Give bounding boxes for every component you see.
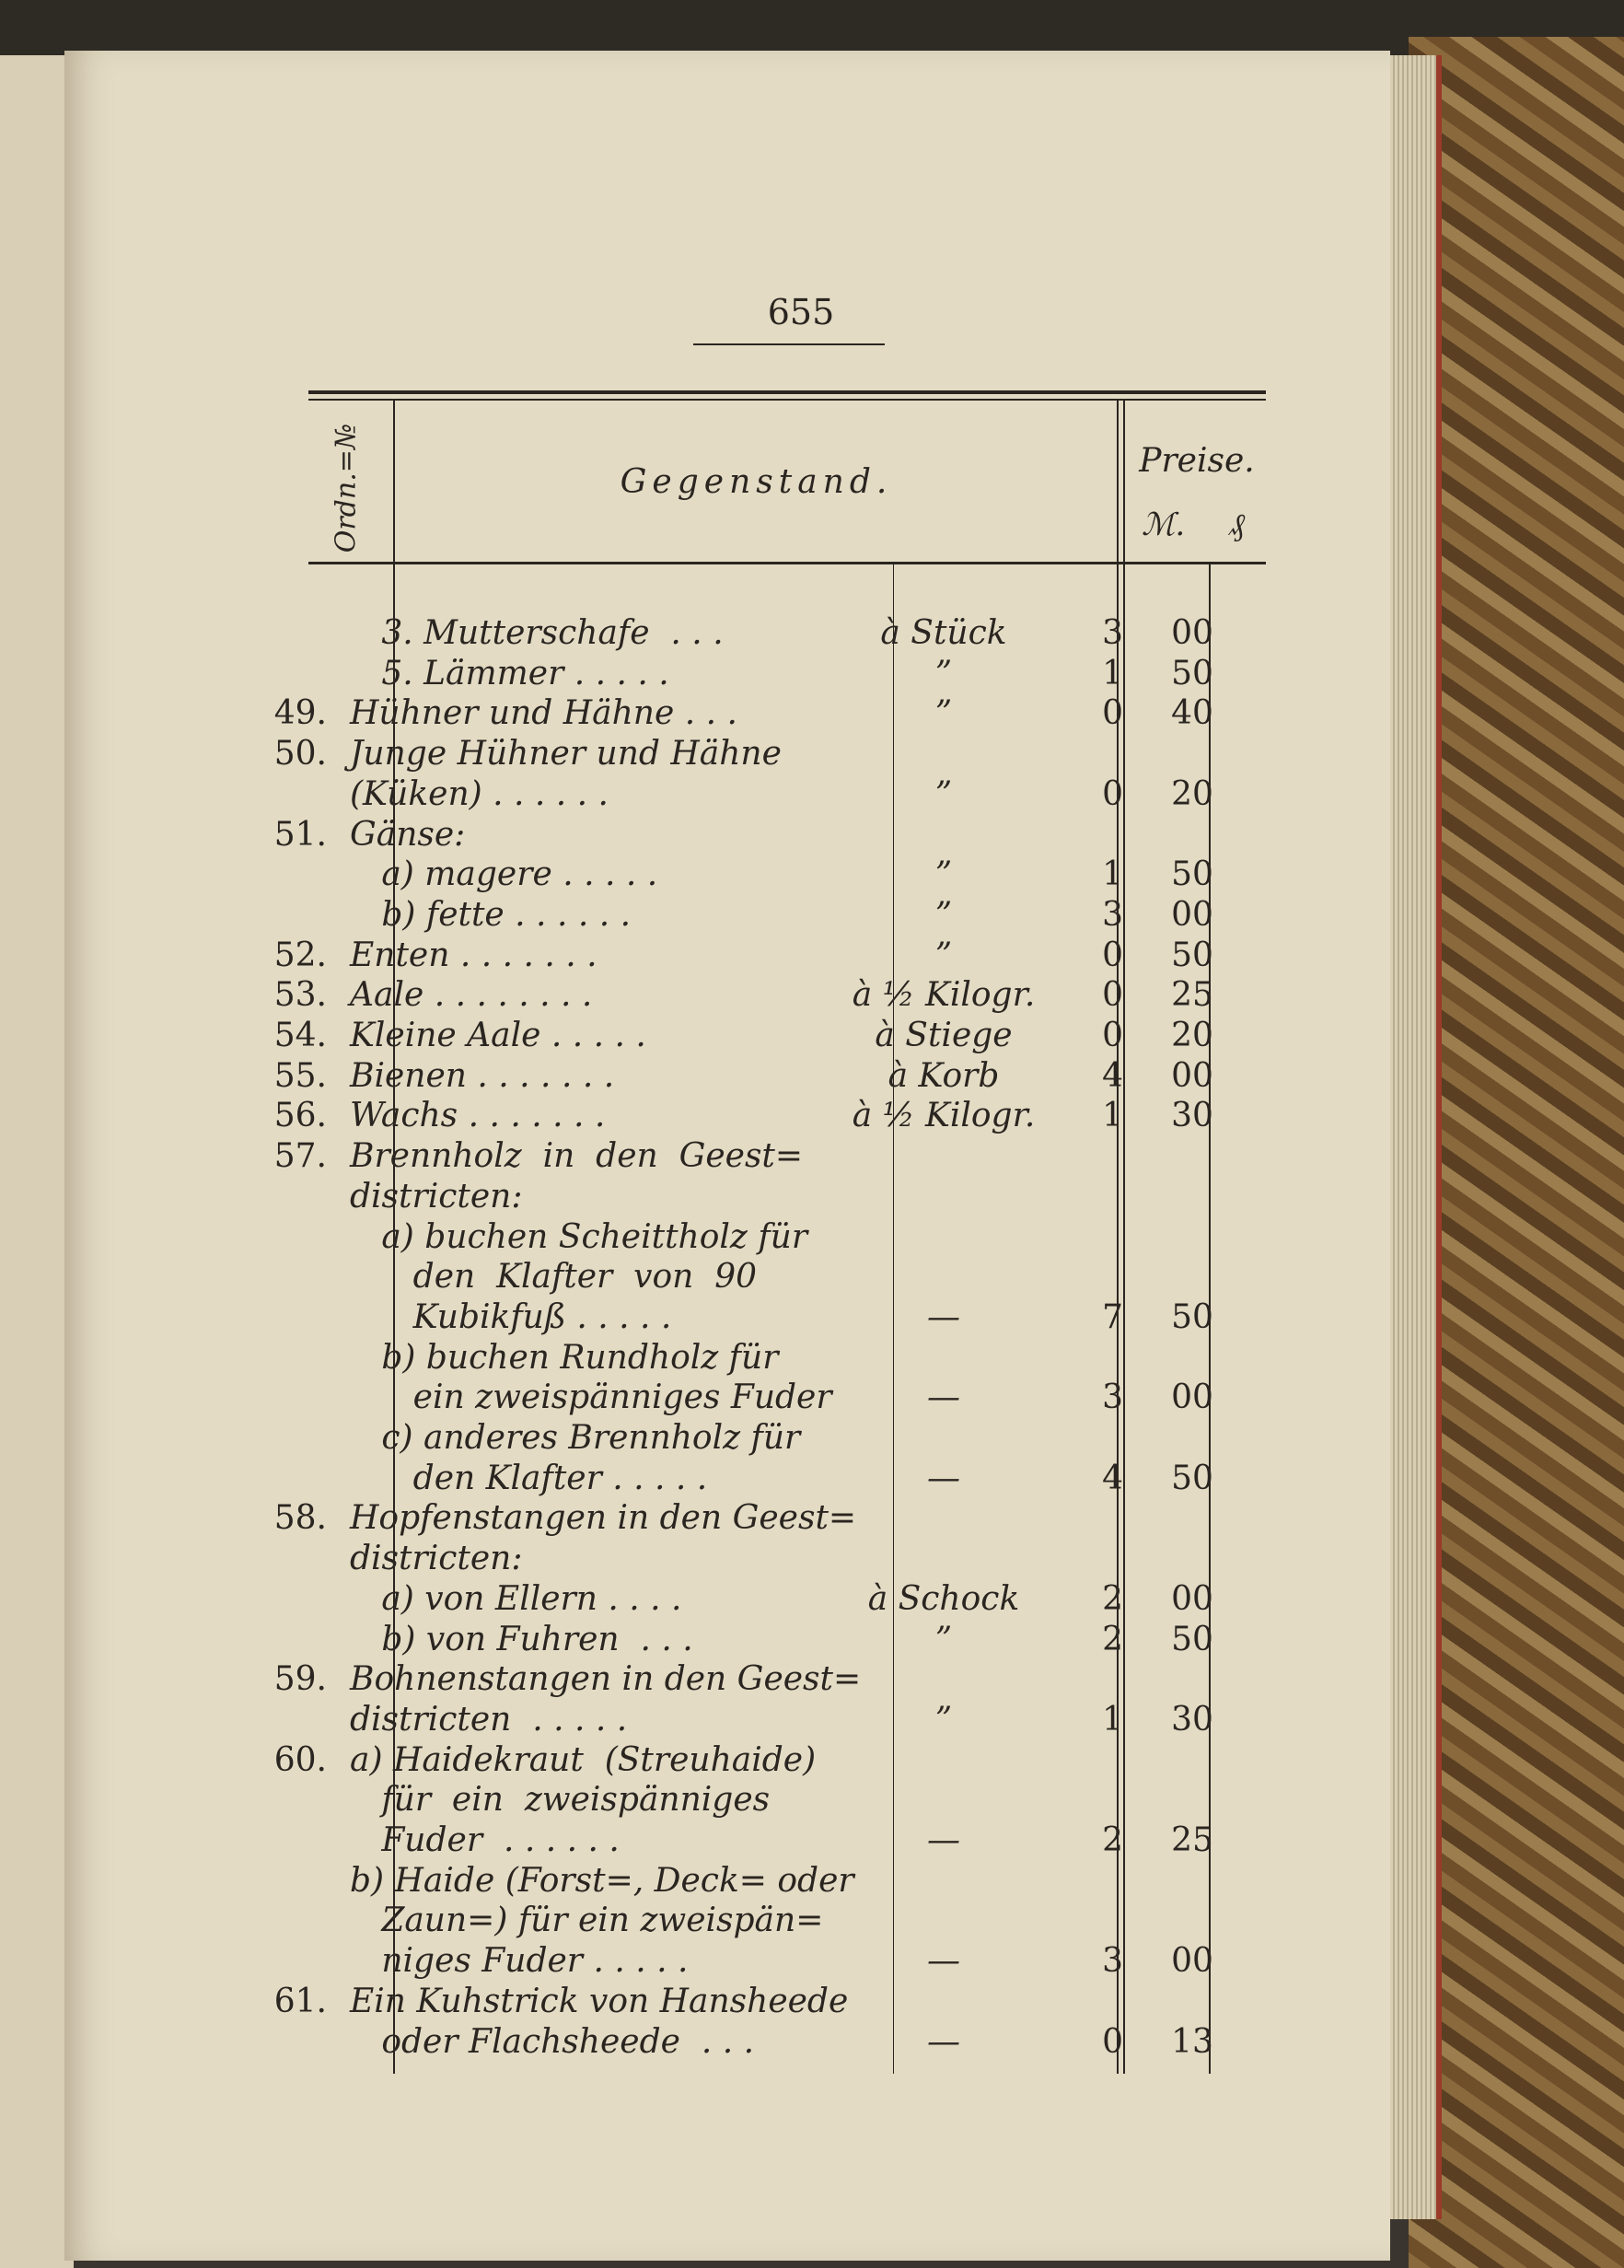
table-row	[64, 614, 1390, 654]
unit: à Schock	[867, 1579, 1020, 1618]
book-page	[64, 51, 1390, 2261]
price-pfennig: 50	[1171, 1297, 1213, 1336]
price-mark: 2	[1102, 1579, 1123, 1618]
price-pfennig: 20	[1171, 774, 1213, 813]
unit: ”	[934, 1620, 953, 1658]
price-mark: 0	[1102, 2022, 1123, 2061]
item-name: 5. Lämmer . . . . .	[350, 654, 669, 692]
item-name: 3. Mutterschafe . . .	[350, 614, 724, 652]
price-mark: 0	[1102, 936, 1123, 974]
price-pfennig: 40	[1171, 694, 1213, 733]
item-name: Kleine Aale . . . . .	[350, 1017, 646, 1054]
price-mark: 3	[1102, 1942, 1123, 1981]
table-row	[64, 1178, 1390, 1217]
table-row	[64, 735, 1390, 774]
table-row	[64, 694, 1390, 734]
price-pfennig: 50	[1171, 1459, 1213, 1497]
row-number: 54.	[273, 1017, 327, 1054]
item-name: (Küken) . . . . . .	[350, 774, 609, 813]
table-row	[64, 1057, 1390, 1097]
price-mark: 2	[1102, 1620, 1123, 1658]
item-name: Enten . . . . . . .	[350, 936, 597, 974]
item-name: Junge Hühner und Hähne	[350, 735, 782, 773]
row-number: 60.	[273, 1740, 327, 1779]
item-name: ein zweispänniges Fuder	[350, 1378, 832, 1417]
row-number: 59.	[273, 1660, 327, 1699]
price-pfennig: 00	[1171, 1056, 1213, 1095]
item-name: Ein Kuhstrick von Hansheede	[350, 1982, 849, 2020]
table-row	[64, 1017, 1390, 1056]
price-pfennig: 30	[1171, 1097, 1213, 1135]
item-name: b) von Fuhren . . .	[350, 1620, 693, 1658]
table-row	[64, 775, 1390, 815]
unit: à Stück	[880, 614, 1007, 652]
table-row	[64, 1902, 1390, 1941]
table-top-rule	[308, 390, 1266, 394]
unit: —	[927, 1297, 960, 1336]
price-pfennig: 13	[1171, 2022, 1213, 2061]
header-gegenstand: Gegenstand.	[620, 463, 893, 501]
price-pfennig: 50	[1171, 654, 1213, 692]
table-row	[64, 976, 1390, 1016]
price-pfennig: 00	[1171, 1579, 1213, 1618]
price-mark: 1	[1102, 1097, 1123, 1135]
table-row	[64, 1499, 1390, 1539]
header-mark: ℳ.	[1142, 506, 1186, 543]
unit: à Korb	[887, 1056, 1000, 1095]
row-number: 55.	[273, 1056, 327, 1095]
unit: ”	[934, 694, 953, 733]
price-pfennig: 50	[1171, 936, 1213, 974]
price-mark: 7	[1102, 1297, 1123, 1336]
price-mark: 0	[1102, 1017, 1123, 1054]
table-row	[64, 1419, 1390, 1459]
item-name: den Klafter von 90	[350, 1258, 758, 1297]
item-name: b) fette . . . . . .	[350, 895, 632, 934]
price-pfennig: 00	[1171, 1378, 1213, 1417]
item-name: den Klafter . . . . .	[350, 1459, 708, 1497]
unit: ”	[934, 1700, 953, 1739]
unit: —	[927, 1821, 960, 1859]
table-row	[64, 1741, 1390, 1781]
table-row	[64, 816, 1390, 855]
table-row	[64, 1983, 1390, 2022]
item-name: Zaun=) für ein zweispän=	[350, 1902, 824, 1940]
table-row	[64, 1339, 1390, 1378]
row-number: 57.	[273, 1137, 327, 1176]
table-row	[64, 1218, 1390, 1258]
item-name: oder Flachsheede . . .	[350, 2022, 755, 2061]
price-mark: 4	[1102, 1056, 1123, 1095]
item-name: Fuder . . . . . .	[350, 1821, 620, 1859]
price-mark: 1	[1102, 855, 1123, 894]
unit: à ½ Kilogr.	[852, 1097, 1036, 1135]
row-number: 49.	[273, 694, 327, 733]
unit: ”	[934, 855, 953, 894]
price-mark: 0	[1102, 694, 1123, 733]
table-row	[64, 1298, 1390, 1338]
unit: —	[927, 1378, 960, 1417]
price-pfennig: 30	[1171, 1700, 1213, 1739]
table-row	[64, 1862, 1390, 1902]
unit: ”	[934, 936, 953, 974]
price-mark: 3	[1102, 895, 1123, 934]
item-name: Kubikfuß . . . . .	[350, 1297, 672, 1336]
item-name: b) Haide (Forst=, Deck= oder	[350, 1861, 854, 1900]
table-row	[64, 1580, 1390, 1620]
unit: —	[927, 2022, 960, 2061]
table-row	[64, 655, 1390, 694]
price-mark: 4	[1102, 1459, 1123, 1497]
table-top-rule-thin	[308, 399, 1266, 401]
table-row	[64, 2023, 1390, 2063]
item-name: niges Fuder . . . . .	[350, 1942, 689, 1981]
row-number: 58.	[273, 1499, 327, 1538]
table-header-rule	[308, 562, 1266, 564]
price-mark: 3	[1102, 614, 1123, 652]
price-pfennig: 00	[1171, 895, 1213, 934]
left-page-edge	[0, 55, 74, 2268]
price-mark: 1	[1102, 1700, 1123, 1739]
item-name: Hühner und Hähne . . .	[350, 694, 737, 733]
table-row	[64, 1097, 1390, 1136]
price-mark: 0	[1102, 976, 1123, 1015]
header-ordn	[313, 419, 387, 557]
table-row	[64, 1540, 1390, 1579]
item-name: districten:	[350, 1177, 523, 1215]
price-pfennig: 25	[1171, 976, 1213, 1015]
item-name: Brennholz in den Geest=	[350, 1137, 804, 1176]
row-number: 56.	[273, 1097, 327, 1135]
item-name: für ein zweispänniges	[350, 1781, 771, 1820]
item-name: a) von Ellern . . . .	[350, 1579, 682, 1618]
unit: ”	[934, 774, 953, 813]
table-row	[64, 1701, 1390, 1740]
price-pfennig: 00	[1171, 1942, 1213, 1981]
table-row	[64, 1942, 1390, 1982]
table-row	[64, 936, 1390, 976]
row-number: 53.	[273, 976, 327, 1015]
item-name: Gänse:	[350, 815, 466, 854]
header-preise: Preise.	[1139, 442, 1255, 480]
unit: —	[927, 1942, 960, 1981]
table-row	[64, 1821, 1390, 1861]
item-name: a) buchen Scheittholz für	[350, 1217, 808, 1256]
table-row	[64, 1258, 1390, 1297]
table-row	[64, 1781, 1390, 1820]
header-ordn-label: Ordn.=№	[330, 423, 363, 553]
unit: ”	[934, 895, 953, 934]
unit: à Stiege	[875, 1017, 1013, 1054]
price-pfennig: 25	[1171, 1821, 1213, 1859]
page-number: 655	[767, 292, 835, 332]
item-name: b) buchen Rundholz für	[350, 1338, 779, 1377]
item-name: Bienen . . . . . . .	[350, 1056, 615, 1095]
item-name: Hopfenstangen in den Geest=	[350, 1499, 857, 1538]
table-row	[64, 1621, 1390, 1660]
table-row	[64, 855, 1390, 895]
item-name: a) Haidekraut (Streuhaide)	[350, 1740, 817, 1779]
page-number-rule	[693, 343, 885, 345]
price-pfennig: 50	[1171, 855, 1213, 894]
table-row	[64, 1137, 1390, 1177]
header-pfennig: ₰	[1229, 506, 1245, 543]
item-name: districten . . . . .	[350, 1700, 628, 1739]
price-pfennig: 00	[1171, 614, 1213, 652]
price-mark: 1	[1102, 654, 1123, 692]
row-number: 61.	[273, 1982, 327, 2020]
row-number: 51.	[273, 815, 327, 854]
table-row	[64, 1460, 1390, 1499]
item-name: districten:	[350, 1540, 523, 1578]
price-mark: 0	[1102, 774, 1123, 813]
price-mark: 2	[1102, 1821, 1123, 1859]
price-mark: 3	[1102, 1378, 1123, 1417]
table-row	[64, 896, 1390, 936]
item-name: a) magere . . . . .	[350, 855, 658, 894]
row-number: 52.	[273, 936, 327, 974]
price-pfennig: 20	[1171, 1017, 1213, 1054]
table-row	[64, 1378, 1390, 1418]
item-name: Aale . . . . . . . .	[350, 976, 593, 1015]
item-name: c) anderes Brennholz für	[350, 1419, 801, 1457]
unit: à ½ Kilogr.	[852, 976, 1036, 1015]
table-row	[64, 1660, 1390, 1700]
item-name: Bohnenstangen in den Geest=	[350, 1660, 862, 1699]
price-pfennig: 50	[1171, 1620, 1213, 1658]
unit: ”	[934, 654, 953, 692]
row-number: 50.	[273, 735, 327, 773]
item-name: Wachs . . . . . . .	[350, 1097, 606, 1135]
unit: —	[927, 1459, 960, 1497]
